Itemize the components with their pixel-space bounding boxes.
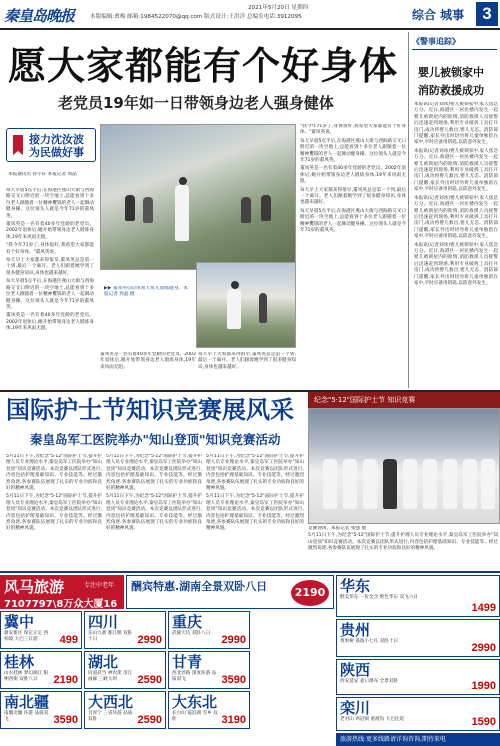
ribbon-icon: [9, 133, 27, 159]
route-ad: [0, 691, 82, 729]
agency-phone: 7107797\8万众大厦16: [4, 599, 118, 609]
route-desc: 南疆北疆 环游 品质双飞: [4, 711, 49, 722]
route-price: 1499: [471, 602, 496, 614]
route-place: 冀中: [4, 613, 35, 631]
route-desc: 黄果树 荔波小七孔 双卧十日: [340, 639, 399, 644]
photo-morning-exercise: [100, 124, 296, 270]
route-price: 2990: [137, 634, 162, 646]
masthead: [0, 0, 500, 30]
story2-paragraph: 5月11日下午,为纪念"5·12"国际护士节,提升护理人员专业理论水平,秦皇岛军工医院举办"知山登顶"知识竞赛活动。本次竞赛以团队形式进行,内容包括护理基础知识、专业技能等。经过激烈角逐,各参赛队伍展现了扎实的专业功底和良好的精神风貌。: [106, 454, 202, 492]
story1-paragraph: 董凤英是一名有着40多年党龄的老党员。2002年退休后,她开始带领身边老人锻炼身体,19年来风雨无阻。: [6, 222, 94, 240]
column-badge: [6, 128, 96, 162]
route-desc: 醉美华东 一价全含 绝色华东 双飞六日: [340, 595, 418, 600]
section-tag: 综合 城事: [412, 7, 465, 22]
route-price: 3590: [53, 714, 78, 726]
ads-footer: 旅游热线:更多线路请详询咨询,期待来电: [336, 733, 500, 746]
route-desc: 西安延安 壶口瀑布 全景双卧: [340, 679, 399, 684]
right-paragraph: 本报讯(记者刘冰)婴儿被锁家中,家人焦急万分。近日,海港区一居民楼内发生一起婴儿被锁屋内的险情,消防救援人员接警后迅速赶到现场,利用专业破拆工具打开房门,成功将婴儿救出,婴儿无恙。消防部门提醒,家长外出时切勿将儿童单独留在家中,平时应备用钥匙,以防意外发生。: [414, 242, 498, 286]
route-ad: [336, 575, 500, 617]
story2-paragraph: 5月11日下午,为纪念"5·12"国际护士节,提升护理人员专业理论水平,秦皇岛军工医院举办"知山登顶"知识竞赛活动。本次竞赛以团队形式进行,内容包括护理基础知识、专业技能等。经过激烈角逐,各参赛队伍展现了扎实的专业功底和良好的精神风貌。: [6, 454, 102, 492]
route-place: 四川: [88, 613, 119, 631]
subhead-nurses: 秦皇岛军工医院举办"知山登顶"知识竞赛活动: [30, 432, 281, 447]
story1-paragraph: 董凤英是一名有着40多年党龄的老党员。2002年退休后,她开始带领身边老人锻炼身体,19年来风雨无阻。: [100, 352, 196, 370]
police-news-tag: 《警事追踪》: [412, 36, 497, 50]
route-desc: 甘青宁 三省环游 品质双卧: [88, 711, 133, 722]
story1-paragraph: 每天早晨5点半后,在海港区燕山大街与西海路交叉口附近的一块空地上,总能看到十多位老人跟随着一位精神矍铄的老人一起舞动健身操。这位领头人就是今年71岁的董凤英。: [6, 188, 94, 219]
route-ad: [336, 697, 500, 731]
route-place: 陕西: [340, 661, 371, 679]
story1-column-2: [100, 352, 196, 388]
route-place: 湖北: [88, 653, 119, 671]
route-desc: 山水桂林 梦幻漓江 阳朔西街 双卧八日: [4, 671, 49, 682]
route-ad: [84, 651, 166, 689]
story2-column-3: [206, 454, 304, 568]
right-headline-1: 婴儿被锁家中: [418, 66, 484, 79]
photo-nurses: [308, 408, 500, 524]
route-desc: 武隆天坑 双卧八日: [172, 631, 211, 636]
route-price: 499: [59, 634, 78, 646]
story1-column-3: [198, 352, 296, 388]
story2-column-1: [6, 454, 102, 568]
story1-paragraph: 每天早上大家都来得很早,董凤英总是第一个到,最后一个离开。老人们跟着她学到了很多健身知识,身体也越来越好。: [198, 352, 296, 370]
center-promo-ad: [126, 575, 334, 609]
route-price: 3190: [221, 714, 246, 726]
route-price: 2190: [53, 674, 78, 686]
story1-column-4: [300, 124, 406, 388]
agency-ad: [0, 575, 124, 609]
route-place: 甘青: [172, 653, 203, 671]
travel-ads: [0, 571, 500, 746]
route-place: 贵州: [340, 621, 371, 639]
route-ad: [168, 691, 250, 729]
route-ad: [168, 651, 250, 689]
route-price: 3590: [221, 674, 246, 686]
route-ad: [0, 611, 82, 649]
story2-paragraph: 5月11日下午,为纪念"5·12"国际护士节,提升护理人员专业理论水平,秦皇岛军工医院举办"知山登顶"知识竞赛活动。本次竞赛以团队形式进行,内容包括护理基础知识、专业技能等。经过激烈角逐,各参赛队伍展现了扎实的专业功底和良好的精神风貌。: [106, 494, 202, 532]
story1-paragraph: 每天早晨5点半后,在海港区燕山大街与西海路交叉口附近的一块空地上,总能看到十多位老人跟随着一位精神矍铄的老人一起舞动健身操。这位领头人就是今年71岁的董凤英。: [6, 279, 94, 310]
route-desc: 长白山 镜泊湖 雪乡 双卧: [172, 711, 218, 722]
route-ad: [336, 659, 500, 695]
route-place: 重庆: [172, 613, 203, 631]
route-place: 桂林: [4, 653, 35, 671]
story1-paragraph: 每天早上大家都来得很早,董凤英总是第一个到,最后一个离开。老人们跟着她学到了很多健身知识,身体也越来越好。: [300, 187, 406, 206]
route-desc: 问道武当 神农架 清江画廊 三峡大坝: [88, 671, 133, 682]
right-paragraph: 本报讯(记者刘冰)婴儿被锁家中,家人焦急万分。近日,海港区一居民楼内发生一起婴儿被锁屋内的险情,消防救援人员接警后迅速赶到现场,利用专业破拆工具打开房门,成功将婴儿救出,婴儿无恙。消防部门提醒,家长外出时切勿将儿童单独留在家中,平时应备用钥匙,以防意外发生。: [414, 102, 498, 146]
route-price: 1590: [471, 716, 496, 728]
story1-paragraph: "我今年71岁了,身体很好,我希望大家都能有个好身体。"董凤英说。: [300, 124, 406, 136]
story1-paragraph: 每天早晨5点半后,在海港区燕山大街与西海路交叉口附近的一块空地上,总能看到十多位老人跟随着一位精神矍铄的老人一起舞动健身操。这位领头人就是今年71岁的董凤英。: [300, 138, 406, 164]
route-price: 2990: [471, 642, 496, 654]
agency-name: 风马旅游: [4, 578, 65, 596]
route-price: 2990: [221, 634, 246, 646]
route-ad: [0, 651, 82, 689]
photo-caption-nurses: 竞赛现场。本报记者 张强 摄: [308, 526, 367, 531]
route-ad: [84, 611, 166, 649]
photo-tai-chi: [196, 262, 296, 348]
route-desc: 老君山 鸡冠洞 重渡沟 大巴往返: [340, 717, 405, 722]
story2-paragraph: 5月11日下午,为纪念"5·12"国际护士节,提升护理人员专业理论水平,秦皇岛军工医院举办"知山登顶"知识竞赛活动。本次竞赛以团队形式进行,内容包括护理基础知识、专业技能等。经过激烈角逐,各参赛队伍展现了扎实的专业功底和良好的精神风貌。: [6, 494, 102, 532]
story2-paragraph: 5月11日下午,为纪念"5·12"国际护士节,提升护理人员专业理论水平,秦皇岛军工医院举办"知山登顶"知识竞赛活动。本次竞赛以团队形式进行,内容包括护理基础知识、专业技能等。经过激烈角逐,各参赛队伍展现了扎实的专业功底和良好的精神风貌。: [206, 494, 304, 532]
route-place: 大东北: [172, 693, 218, 711]
route-place: 华东: [340, 577, 371, 595]
route-desc: 雄安新区 保定正定 西柏坡 大巴三日游: [4, 631, 49, 642]
route-price: 1990: [471, 680, 496, 692]
route-desc: 乐山九寨 都江堰 双卧十日: [88, 631, 133, 642]
headline-main: 愿大家都能有个好身体: [8, 44, 399, 88]
center-promo-price: 2190: [291, 580, 329, 606]
right-paragraph: 本报讯(记者刘冰)婴儿被锁家中,家人焦急万分。近日,海港区一居民楼内发生一起婴儿被锁屋内的险情,消防救援人员接警后迅速赶到现场,利用专业破拆工具打开房门,成功将婴儿救出,婴儿无恙。消防部门提醒,家长外出时切勿将儿童单独留在家中,平时应备用钥匙,以防意外发生。: [414, 195, 498, 240]
route-place: 栾川: [340, 699, 371, 717]
edition-line: 本版编辑:贾梅 邮箱:1984522070@qq.com 版式设计:王洪洋 总编室电话:3912095: [90, 14, 302, 20]
route-ad: [84, 691, 166, 729]
badge-text: 接力沈汝波 为民做好事: [29, 133, 84, 159]
story1-paragraph: 董凤英是一名有着40多年党龄的老党员。2002年退休后,她开始带领身边老人锻炼身体,19年来风雨无阻。: [300, 166, 406, 185]
story2-photo-text: [308, 526, 498, 568]
route-place: 大西北: [88, 693, 134, 711]
right-column-body: [414, 102, 498, 388]
story1-paragraph: 董凤英是一名有着40多年党龄的老党员。2002年退休后,她开始带领身边老人锻炼身体,19年来风雨无阻。: [6, 313, 94, 332]
agency-tagline: 专注中老年: [84, 582, 115, 589]
story1-paragraph: "我今年71岁了,身体很好,我希望大家都能有个好身体。"董凤英说。: [6, 243, 94, 255]
route-place: 南北疆: [4, 693, 50, 711]
right-paragraph: 本报讯(记者刘冰)婴儿被锁家中,家人焦急万分。近日,海港区一居民楼内发生一起婴儿被锁屋内的险情,消防救援人员接警后迅速赶到现场,利用专业破拆工具打开房门,成功将婴儿救出,婴儿无恙。消防部门提醒,家长外出时切勿将儿童单独留在家中,平时应备用钥匙,以防意外发生。: [414, 148, 498, 193]
right-headline-2: 消防救援成功: [418, 84, 484, 97]
headline-nurses: 国际护士节知识竞赛展风采: [6, 396, 294, 424]
photo-caption: ▶▶ 董凤英(前)带领大伙儿晨练健身。本报记者 周晶 摄: [104, 286, 188, 298]
center-promo-title: 酬宾特惠.湖南全景双卧八日: [131, 580, 268, 593]
route-ad: [336, 619, 500, 657]
route-desc: 西北丝路 深度环游 品质双飞: [172, 671, 217, 682]
route-ad: [168, 611, 250, 649]
route-price: 2590: [137, 674, 162, 686]
date-line: 2021年5月20日 星期四: [248, 5, 309, 11]
story1-paragraph: 每天早晨5点半后,在海港区燕山大街与西海路交叉口附近的一块空地上,总能看到十多位老人跟随着一位精神矍铄的老人一起舞动健身操。这位领头人就是今年71岁的董凤英。: [300, 208, 406, 234]
route-price: 2590: [137, 714, 162, 726]
byline: 本报通讯员 孙宇轩 本报记者 周晶: [8, 172, 77, 177]
subhead-main: 老党员19年如一日带领身边老人强身健体: [58, 94, 334, 112]
story2-paragraph: 5月11日下午,为纪念"5·12"国际护士节,提升护理人员专业理论水平,秦皇岛军工医院举办"知山登顶"知识竞赛活动。本次竞赛以团队形式进行,内容包括护理基础知识、专业技能等。经过激烈角逐,各参赛队伍展现了扎实的专业功底和良好的精神风貌。: [206, 454, 304, 492]
story2-column-2: [106, 454, 202, 568]
page-number: 3: [476, 2, 498, 26]
photo-banner: 纪念"5·12"国际护士节 知识竞赛: [308, 392, 500, 408]
story2-paragraph: 5月11日下午,为纪念"5·12"国际护士节,提升护理人员专业理论水平,秦皇岛军工医院举办"知山登顶"知识竞赛活动。本次竞赛以团队形式进行,内容包括护理基础知识、专业技能等。经过激烈角逐,各参赛队伍展现了扎实的专业功底和良好的精神风貌。: [308, 533, 498, 552]
story1-paragraph: 每天早上大家都来得很早,董凤英总是第一个到,最后一个离开。老人们跟着她学到了很多健身知识,身体也越来越好。: [6, 258, 94, 276]
column-divider: [408, 32, 409, 388]
newspaper-logo: 秦皇岛晚报: [4, 6, 75, 25]
